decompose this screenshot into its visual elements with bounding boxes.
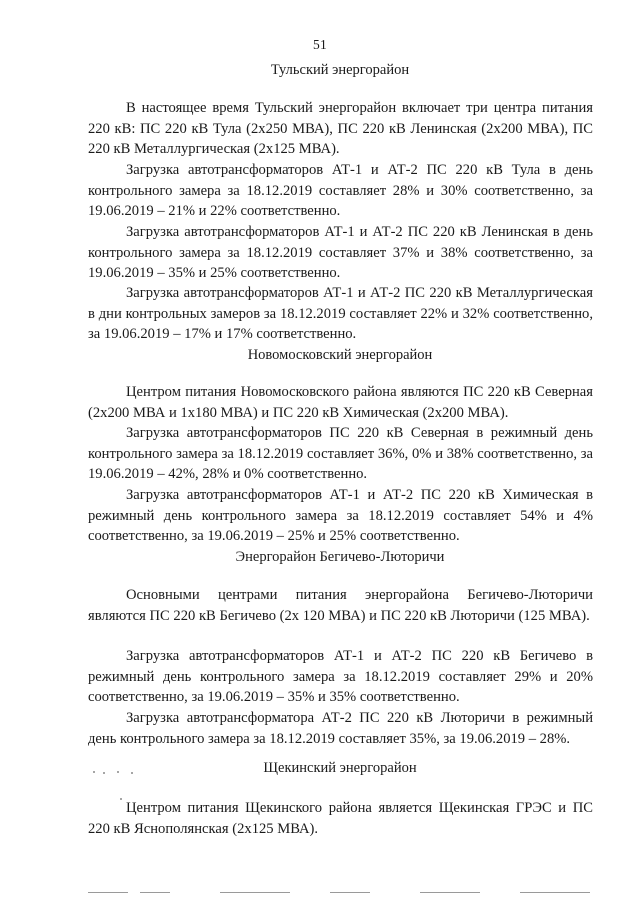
paragraph: Загрузка автотрансформаторов АТ-1 и АТ-2 ПС 220 кВ Бегичево в режимный день контрольного замера за 18.12.2019 составляет 29% и 20% соответственно, за 19.06.2019 – 35% и 35% соответственно. xyxy=(88,648,593,706)
scan-speck xyxy=(140,892,170,893)
scan-speck xyxy=(420,892,480,893)
paragraph: В настоящее время Тульский энергорайон включает три центра питания 220 кВ: ПС 220 кВ Тула (2х250 МВА), ПС 220 кВ Ленинская (2х200 МВА), ПС 220 кВ Металлургическая (2х125 МВА). xyxy=(88,100,593,158)
paragraph: Основными центрами питания энергорайона Бегичево-Люторичи являются ПС 220 кВ Бегичево (2х 120 МВА) и ПС 220 кВ Люторичи (125 МВА). xyxy=(88,587,593,624)
paragraph: Загрузка автотрансформаторов АТ-1 и АТ-2 ПС 220 кВ Химическая в режимный день контрольного замера за 18.12.2019 составляет 54% и 4% соответственно, за 19.06.2019 – 25% и 25% соответственно. xyxy=(88,487,593,545)
paragraph: Загрузка автотрансформаторов АТ-1 и АТ-2 ПС 220 кВ Ленинская в день контрольного замера за 18.12.2019 составляет 37% и 38% соответственно, за 19.06.2019 – 35% и 25% соответственно. xyxy=(88,224,593,282)
paragraph: Загрузка автотрансформаторов АТ-1 и АТ-2 ПС 220 кВ Тула в день контрольного замера за 18.12.2019 составляет 28% и 30% соответственно, за 19.06.2019 – 21% и 22% соответственно. xyxy=(88,162,593,220)
scan-speck xyxy=(220,892,290,893)
section-heading-tula: Тульский энергорайон xyxy=(270,62,410,78)
scan-speck xyxy=(117,771,119,773)
paragraph: Загрузка автотрансформатора АТ-2 ПС 220 кВ Люторичи в режимный день контрольного замера за 18.12.2019 составляет 35%, за 19.06.2019 – 28%. xyxy=(88,710,593,747)
section-heading-begichevo: Энергорайон Бегичево-Люторичи xyxy=(235,549,445,565)
paragraph: Центром питания Новомосковского района являются ПС 220 кВ Северная (2х200 МВА и 1х180 МВА) и ПС 220 кВ Химическая (2х200 МВА). xyxy=(88,384,593,421)
scan-speck xyxy=(88,892,128,893)
scan-speck xyxy=(330,892,370,893)
paragraph: Загрузка автотрансформаторов ПС 220 кВ Северная в режимный день контрольного замера за 18.12.2019 составляет 36%, 0% и 38% соответственно, за 19.06.2019 – 42%, 28% и 0% соответственно. xyxy=(88,425,593,483)
paragraph: Загрузка автотрансформаторов АТ-1 и АТ-2 ПС 220 кВ Металлургическая в дни контрольных замеров за 18.12.2019 составляет 22% и 32% соответственно, за 19.06.2019 – 17% и 17% соответственно. xyxy=(88,285,593,343)
scan-speck xyxy=(131,772,133,774)
scan-speck xyxy=(103,772,105,774)
scan-speck xyxy=(120,798,122,800)
page-number: 51 xyxy=(313,37,327,52)
paragraph: Центром питания Щекинского района является Щекинская ГРЭС и ПС 220 кВ Яснополянская (2х125 МВА). xyxy=(88,800,593,837)
scan-speck xyxy=(93,771,95,773)
section-heading-novomoskovsk: Новомосковский энергорайон xyxy=(247,347,433,363)
section-heading-shchekino: Щекинский энергорайон xyxy=(263,760,417,776)
scan-speck xyxy=(520,892,590,893)
